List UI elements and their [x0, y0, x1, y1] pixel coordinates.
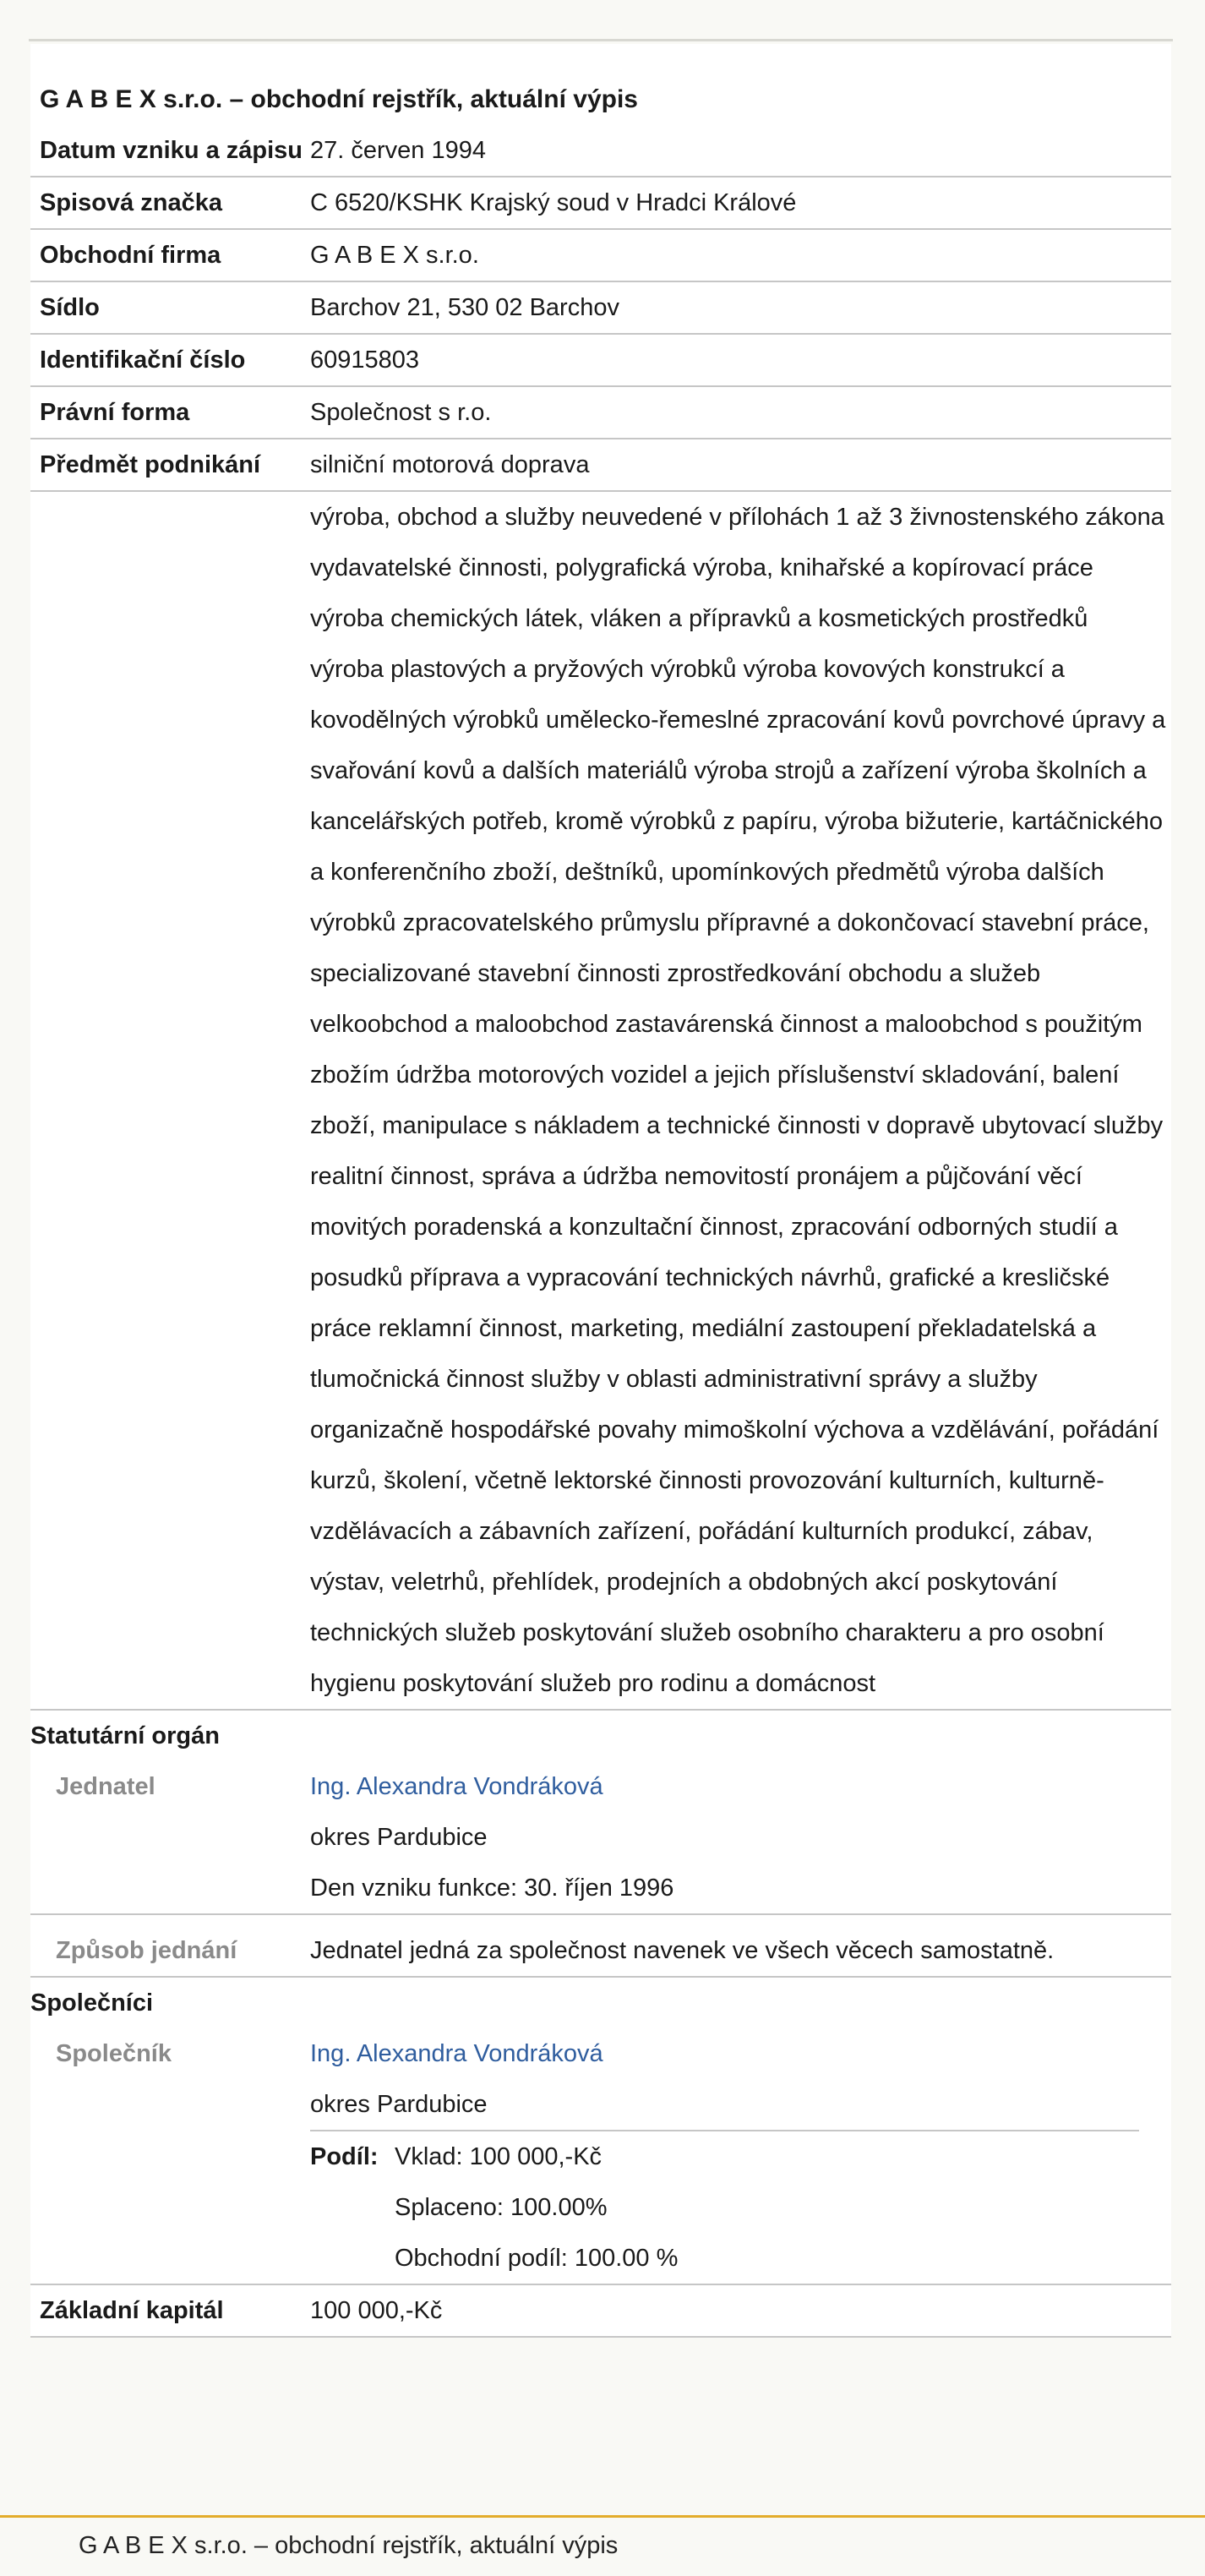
value-predmet-detail: výroba, obchod a služby neuvedené v přílohách 1 až 3 živnostenského zákona vydavatelské činnosti, polygrafická výroba, knihařské a kopírovací práce výroba chemických látek, vláken a přípravků a kosmetických prostředků výroba plastových a pryžových výrobků výroba kovových konstrukcí a kovodělných výrobků umělecko-řemeslné zpracování kovů povrchové úpravy a svařování kovů a dalších materiálů výroba strojů a zařízení výroba školních a kancelářských potřeb, kromě výrobků z papíru, výroba bižuterie, kartáčnického a konferenčního zboží, deštníků, upomínkových předmětů výroba dalších výrobků zpracovatelského průmyslu přípravné a dokončovací stavební práce, specializované stavební činnosti zprostředkování obchodu a služeb velkoobchod a maloobchod zastavárenská činnost a maloobchod s použitým zbožím údržba motorových vozidel a jejich příslušenství skladování, balení zboží, manipulace s nákladem a technické činnosti v dopravě ubytovací služby realitní činnost, správa a údržba nemovitostí pronájem a půjčování věcí movitých poradenská a konzultační činnost, zpracování odborných studií a posudků příprava a vypracování technických návrhů, grafické a kresličské práce reklamní činnost, marketing, mediální zastoupení překladatelská a tlumočnická činnost služby v oblasti administrativní správy a služby organizačně hospodářské povahy mimoškolní výchova a vzdělávání, pořádání kurzů, školení, včetně lektorské činnosti provozování kulturních, kulturně-vzdělávacích a zábavních zařízení, pořádání kulturních produkcí, zábav, výstav, veletrhů, přehlídek, prodejních a obdobných akcí poskytování technických služeb poskytování služeb osobního charakteru a pro osobní hygienu poskytování služeb pro rodinu a domácnost	[310, 491, 1171, 1710]
jednatel-since: Den vzniku funkce: 30. říjen 1996	[310, 1875, 674, 1902]
value-forma: Společnost s r.o.	[310, 386, 1171, 439]
label-forma: Právní forma	[30, 386, 310, 439]
label-predmet-detail-empty	[30, 491, 310, 1710]
value-predmet: silniční motorová doprava	[310, 439, 1171, 491]
value-sidlo: Barchov 21, 530 02 Barchov	[310, 281, 1171, 334]
share-obchodni-podil: Obchodní podíl: 100.00 %	[395, 2245, 679, 2272]
row-firma	[30, 229, 1171, 281]
value-partner	[310, 2028, 1171, 2284]
row-sidlo	[30, 281, 1171, 334]
value-jednatel	[310, 1761, 1171, 1914]
registry-extract	[30, 44, 1171, 2338]
share-splaceno: Splaceno: 100.00%	[395, 2194, 608, 2221]
jednatel-district: okres Pardubice	[310, 1824, 488, 1851]
page-title: G A B E X s.r.o. – obchodní rejstřík, aktuální výpis	[40, 85, 638, 113]
row-zpusob	[30, 1914, 1171, 1977]
section-statutory: Statutární orgán	[30, 1722, 220, 1749]
row-spis	[30, 177, 1171, 229]
row-forma	[30, 386, 1171, 439]
footer-title: G A B E X s.r.o. – obchodní rejstřík, aktuální výpis	[79, 2532, 619, 2559]
row-statutory-heading	[30, 1710, 1171, 1761]
top-divider	[29, 39, 1173, 41]
value-zpusob: Jednatel jedná za společnost navenek ve všech věcech samostatně.	[310, 1914, 1171, 1977]
label-capital: Základní kapitál	[30, 2284, 310, 2337]
registry-table	[30, 125, 1171, 2338]
label-firma: Obchodní firma	[30, 229, 310, 281]
footer-divider	[0, 2515, 1205, 2518]
label-partner: Společník	[30, 2028, 310, 2284]
row-jednatel	[30, 1761, 1171, 1914]
label-spis: Spisová značka	[30, 177, 310, 229]
value-spis: C 6520/KSHK Krajský soud v Hradci Králové	[310, 177, 1171, 229]
partner-name-link[interactable]: Ing. Alexandra Vondráková	[310, 2040, 603, 2067]
jednatel-name-link[interactable]: Ing. Alexandra Vondráková	[310, 1773, 603, 1800]
share-values	[395, 2131, 678, 2284]
share-block	[310, 2130, 1139, 2284]
section-partners: Společníci	[30, 1989, 154, 2017]
partner-district: okres Pardubice	[310, 2091, 488, 2118]
value-capital: 100 000,-Kč	[310, 2284, 1171, 2337]
value-firma: G A B E X s.r.o.	[310, 229, 1171, 281]
row-ico	[30, 334, 1171, 386]
row-predmet	[30, 439, 1171, 491]
share-label: Podíl:	[310, 2143, 379, 2170]
share-vklad: Vklad: 100 000,-Kč	[395, 2143, 602, 2170]
row-partners-heading	[30, 1977, 1171, 2028]
label-sidlo: Sídlo	[30, 281, 310, 334]
share-row	[310, 2131, 1139, 2284]
row-datum	[30, 125, 1171, 177]
row-capital	[30, 2284, 1171, 2337]
row-partner	[30, 2028, 1171, 2284]
label-jednatel: Jednatel	[30, 1761, 310, 1914]
value-datum: 27. červen 1994	[310, 125, 1171, 177]
label-predmet: Předmět podnikání	[30, 439, 310, 491]
label-datum: Datum vzniku a zápisu	[30, 125, 310, 177]
row-predmet-detail	[30, 491, 1171, 1710]
value-ico: 60915803	[310, 334, 1171, 386]
label-ico: Identifikační číslo	[30, 334, 310, 386]
label-zpusob: Způsob jednání	[30, 1914, 310, 1977]
